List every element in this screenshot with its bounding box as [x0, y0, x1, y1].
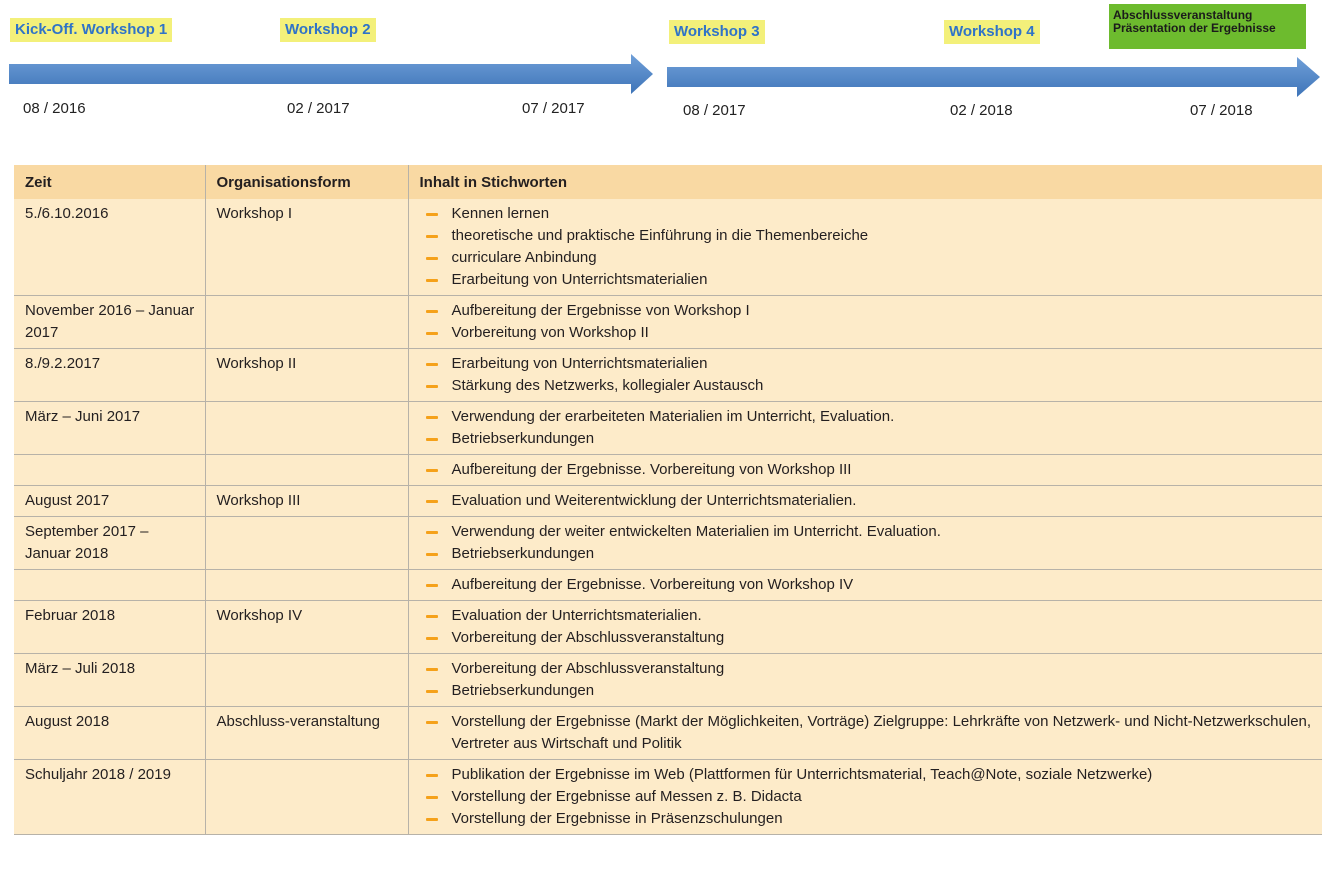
column-header-organisationsform: Organisationsform	[205, 165, 408, 199]
bullet-item: Evaluation und Weiterentwicklung der Unterrichtsmaterialien.	[426, 490, 1316, 512]
date-label: 02 / 2017	[287, 100, 350, 117]
cell-organisationsform	[205, 570, 408, 601]
timeline-arrow-phase-2	[667, 55, 1321, 99]
bullet-item: Kennen lernen	[426, 203, 1316, 225]
table-row	[14, 517, 1322, 570]
timeline-arrow-phase-1	[9, 52, 654, 96]
table-row	[14, 199, 1322, 296]
cell-zeit: Februar 2018	[14, 601, 205, 654]
cell-zeit: März – Juli 2018	[14, 654, 205, 707]
workshop-1-label: Kick-Off. Workshop 1	[10, 18, 172, 42]
bullet-item: Betriebserkundungen	[426, 680, 1316, 702]
cell-organisationsform: Workshop III	[205, 486, 408, 517]
cell-zeit: August 2017	[14, 486, 205, 517]
cell-organisationsform	[205, 455, 408, 486]
cell-zeit: März – Juni 2017	[14, 402, 205, 455]
table-row	[14, 455, 1322, 486]
column-header-inhalt: Inhalt in Stichworten	[408, 165, 1322, 199]
cell-inhalt	[408, 517, 1322, 570]
bullet-item: Erarbeitung von Unterrichtsmaterialien	[426, 269, 1316, 291]
cell-organisationsform: Workshop I	[205, 199, 408, 296]
cell-zeit: September 2017 – Januar 2018	[14, 517, 205, 570]
workshop-4-label: Workshop 4	[944, 20, 1040, 44]
table-body	[14, 199, 1322, 835]
cell-organisationsform: Workshop II	[205, 349, 408, 402]
schedule-table	[14, 165, 1322, 835]
cell-inhalt	[408, 570, 1322, 601]
cell-organisationsform	[205, 517, 408, 570]
bullet-item: Vorbereitung von Workshop II	[426, 322, 1316, 344]
cell-zeit: November 2016 – Januar 2017	[14, 296, 205, 349]
bullet-item: Betriebserkundungen	[426, 428, 1316, 450]
bullet-item: Betriebserkundungen	[426, 543, 1316, 565]
bullet-item: Stärkung des Netzwerks, kollegialer Austausch	[426, 375, 1316, 397]
date-label: 02 / 2018	[950, 102, 1013, 119]
cell-inhalt	[408, 402, 1322, 455]
cell-inhalt	[408, 455, 1322, 486]
table-row	[14, 707, 1322, 760]
cell-zeit: August 2018	[14, 707, 205, 760]
bullet-item: theoretische und praktische Einführung in die Themenbereiche	[426, 225, 1316, 247]
table-header-row	[14, 165, 1322, 199]
bullet-item: Vorstellung der Ergebnisse auf Messen z. B. Didacta	[426, 786, 1316, 808]
bullet-item: Evaluation der Unterrichtsmaterialien.	[426, 605, 1316, 627]
bullet-item: Vorstellung der Ergebnisse (Markt der Möglichkeiten, Vorträge) Zielgruppe: Lehrkräfte von Netzwerk- und Nicht-Netzwerkschulen, Vertreter aus Wirtschaft und Politik	[426, 711, 1316, 755]
cell-inhalt	[408, 486, 1322, 517]
final-event-title: Abschlussveranstaltung	[1113, 8, 1253, 22]
bullet-item: Aufbereitung der Ergebnisse von Workshop I	[426, 300, 1316, 322]
cell-organisationsform	[205, 296, 408, 349]
table-row	[14, 349, 1322, 402]
cell-zeit	[14, 455, 205, 486]
bullet-item: Vorbereitung der Abschlussveranstaltung	[426, 658, 1316, 680]
table-row	[14, 570, 1322, 601]
final-event-subtitle: Präsentation der Ergebnisse	[1113, 21, 1276, 35]
cell-inhalt	[408, 349, 1322, 402]
cell-zeit: 5./6.10.2016	[14, 199, 205, 296]
cell-inhalt	[408, 296, 1322, 349]
bullet-item: Vorstellung der Ergebnisse in Präsenzschulungen	[426, 808, 1316, 830]
table-row	[14, 760, 1322, 835]
table-row	[14, 486, 1322, 517]
timeline	[0, 0, 1322, 150]
schedule-table-container	[14, 165, 1322, 893]
bullet-item: Erarbeitung von Unterrichtsmaterialien	[426, 353, 1316, 375]
column-header-zeit: Zeit	[14, 165, 205, 199]
cell-organisationsform	[205, 760, 408, 835]
cell-organisationsform	[205, 402, 408, 455]
final-event-label	[1109, 4, 1306, 49]
cell-inhalt	[408, 760, 1322, 835]
bullet-item: Verwendung der erarbeiteten Materialien im Unterricht, Evaluation.	[426, 406, 1316, 428]
cell-organisationsform	[205, 654, 408, 707]
date-label: 07 / 2017	[522, 100, 585, 117]
date-label: 08 / 2016	[23, 100, 86, 117]
cell-inhalt	[408, 707, 1322, 760]
cell-zeit	[14, 570, 205, 601]
table-row	[14, 601, 1322, 654]
table-row	[14, 296, 1322, 349]
bullet-item: Vorbereitung der Abschlussveranstaltung	[426, 627, 1316, 649]
date-label: 08 / 2017	[683, 102, 746, 119]
cell-zeit: Schuljahr 2018 / 2019	[14, 760, 205, 835]
cell-inhalt	[408, 654, 1322, 707]
date-label: 07 / 2018	[1190, 102, 1253, 119]
cell-zeit: 8./9.2.2017	[14, 349, 205, 402]
bullet-item: curriculare Anbindung	[426, 247, 1316, 269]
bullet-item: Publikation der Ergebnisse im Web (Plattformen für Unterrichtsmaterial, Teach@Note, soziale Netzwerke)	[426, 764, 1316, 786]
bullet-item: Verwendung der weiter entwickelten Materialien im Unterricht. Evaluation.	[426, 521, 1316, 543]
bullet-item: Aufbereitung der Ergebnisse. Vorbereitung von Workshop IV	[426, 574, 1316, 596]
table-row	[14, 402, 1322, 455]
cell-inhalt	[408, 199, 1322, 296]
bullet-item: Aufbereitung der Ergebnisse. Vorbereitung von Workshop III	[426, 459, 1316, 481]
cell-organisationsform: Workshop IV	[205, 601, 408, 654]
cell-inhalt	[408, 601, 1322, 654]
workshop-3-label: Workshop 3	[669, 20, 765, 44]
cell-organisationsform: Abschluss-veranstaltung	[205, 707, 408, 760]
table-row	[14, 654, 1322, 707]
workshop-2-label: Workshop 2	[280, 18, 376, 42]
